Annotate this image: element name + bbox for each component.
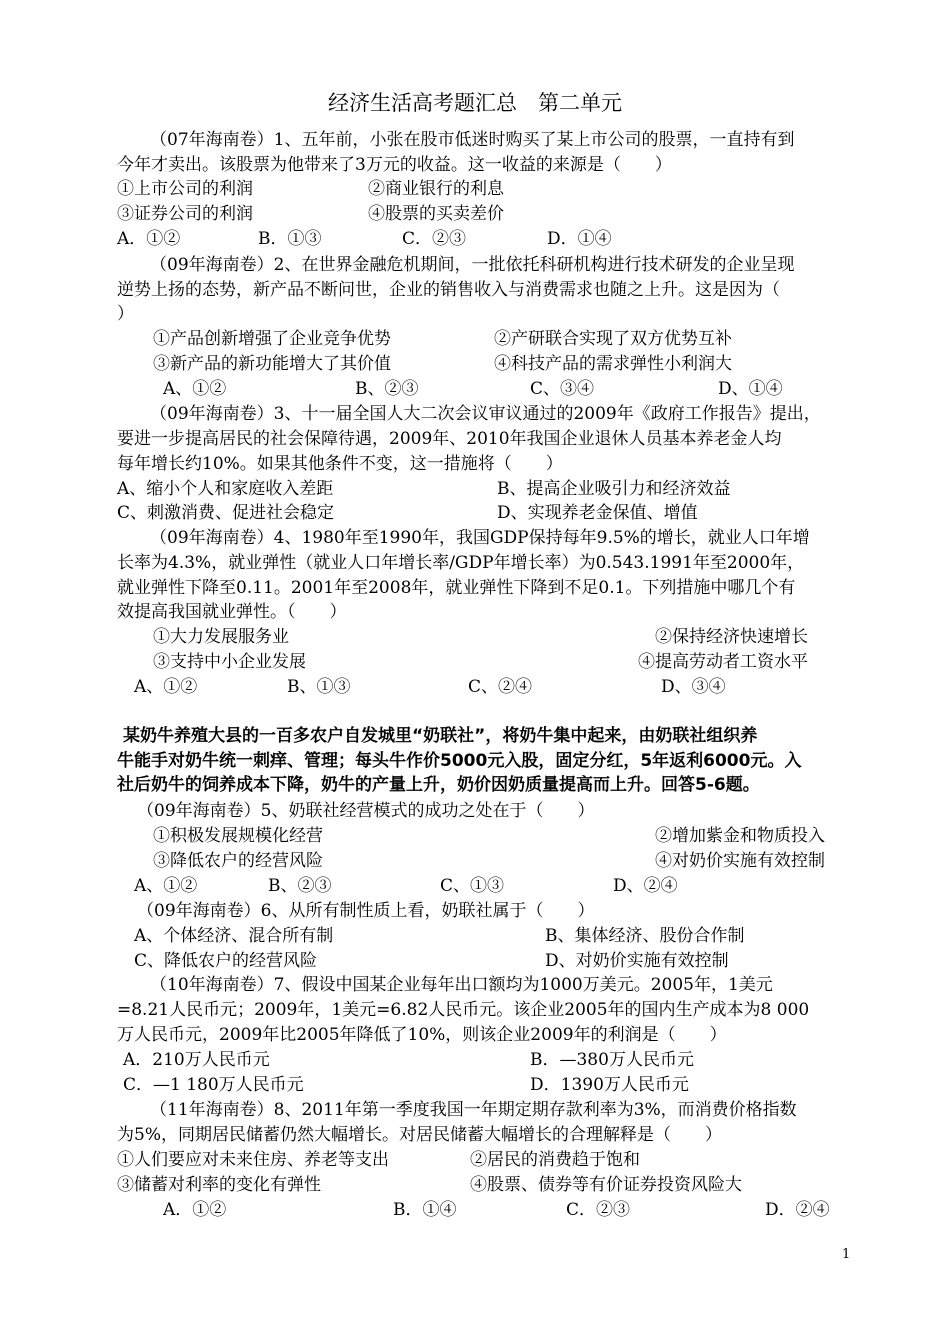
q4-choice-d: D、③④: [661, 677, 726, 697]
q6-choice-a: A、个体经济、混合所有制: [134, 926, 334, 946]
q8-choice-c: C．②③: [566, 1200, 631, 1220]
q8-option-3: ③储蓄对利率的变化有弹性: [117, 1175, 321, 1195]
q8-stem-line-2: 为5%，同期居民储蓄仍然大幅增长。对居民储蓄大幅增长的合理解释是（ ）: [117, 1125, 722, 1145]
q1-option-1: ①上市公司的利润: [117, 179, 253, 199]
q5-option-3: ③降低农户的经营风险: [153, 851, 323, 871]
q7-choice-d: D．1390万人民币元: [530, 1075, 689, 1095]
q1-choice-c: C．②③: [402, 229, 467, 249]
material-line-1: 某奶牛养殖大县的一百多农户自发城里“奶联社”，将奶牛集中起来，由奶联社组织养: [123, 726, 758, 746]
q4-stem-line-4: 效提高我国就业弹性。（ ）: [117, 602, 347, 622]
q2-stem-line-1: （09年海南卷）2、在世界金融危机期间，一批依托科研机构进行技术研发的企业呈现: [150, 255, 795, 275]
q5-choice-b: B、②③: [268, 876, 332, 896]
material-line-3: 社后奶牛的饲养成本下降，奶牛的产量上升，奶价因奶质量提高而上升。回答5-6题。: [117, 775, 760, 795]
q8-choice-d: D．②④: [765, 1200, 830, 1220]
q4-option-2: ②保持经济快速增长: [655, 627, 808, 647]
q2-option-2: ②产研联合实现了双方优势互补: [494, 329, 732, 349]
q2-option-3: ③新产品的新功能增大了其价值: [153, 354, 391, 374]
q1-option-4: ④股票的买卖差价: [368, 204, 504, 224]
q4-stem-line-2: 长率为4.3%，就业弹性（就业人口年增长率/GDP年增长率）为0.543.1991年至2000年，: [117, 553, 805, 573]
q4-stem-line-1: （09年海南卷）4、1980年至1990年，我国GDP保持每年9.5%的增长，就业人口年增: [150, 528, 810, 548]
material-line-2: 牛能手对奶牛统一刺痒、管理；每头牛作价5000元入股，固定分红，5年返利6000元。入: [117, 751, 802, 771]
q8-option-2: ②居民的消费趋于饱和: [470, 1150, 640, 1170]
q2-choice-d: D、①④: [718, 379, 783, 399]
q2-choice-c: C、③④: [530, 379, 595, 399]
q7-choice-b: B．—380万人民币元: [530, 1050, 694, 1070]
q1-choice-b: B．①③: [258, 229, 322, 249]
q3-choice-d: D、实现养老金保值、增值: [497, 503, 698, 523]
q2-option-4: ④科技产品的需求弹性小利润大: [494, 354, 732, 374]
q4-option-3: ③支持中小企业发展: [153, 652, 306, 672]
q7-choice-a: A．210万人民币元: [123, 1050, 270, 1070]
q5-choice-c: C、①③: [440, 876, 505, 896]
q6-choice-b: B、集体经济、股份合作制: [545, 926, 745, 946]
q1-choice-a: A．①②: [117, 229, 181, 249]
q1-option-2: ②商业银行的利息: [368, 179, 504, 199]
q5-stem-line-1: （09年海南卷）5、奶联社经营模式的成功之处在于（ ）: [137, 801, 595, 821]
q5-choice-d: D、②④: [613, 876, 678, 896]
q8-option-4: ④股票、债券等有价证券投资风险大: [470, 1175, 742, 1195]
q6-choice-d: D、对奶价实施有效控制: [545, 951, 729, 971]
q3-choice-c: C、刺激消费、促进社会稳定: [117, 503, 335, 523]
q7-stem-line-1: （10年海南卷）7、假设中国某企业每年出口额均为1000万美元。2005年，1美元: [150, 975, 773, 995]
q7-choice-c: C．—1 180万人民币元: [123, 1075, 304, 1095]
q1-stem-line-1: （07年海南卷）1、五年前，小张在股市低迷时购买了某上市公司的股票，一直持有到: [150, 130, 795, 150]
q4-option-1: ①大力发展服务业: [153, 627, 289, 647]
q6-choice-c: C、降低农户的经营风险: [134, 951, 318, 971]
q4-stem-line-3: 就业弹性下降至0.11。2001年至2008年，就业弹性下降到不足0.1。下列措施中哪几个有: [117, 578, 796, 598]
q1-stem-line-2: 今年才卖出。该股票为他带来了3万元的收益。这一收益的来源是（ ）: [117, 155, 672, 175]
q3-stem-line-3: 每年增长约10%。如果其他条件不变，这一措施将（ ）: [117, 454, 563, 474]
q3-stem-line-1: （09年海南卷）3、十一届全国人大二次会议审议通过的2009年《政府工作报告》提出，: [150, 404, 821, 424]
q3-choice-b: B、提高企业吸引力和经济效益: [497, 479, 731, 499]
q4-choice-b: B、①③: [287, 677, 351, 697]
q5-option-2: ②增加紫金和物质投入: [655, 826, 825, 846]
q2-stem-line-3: ）: [117, 304, 134, 324]
q8-choice-b: B．①④: [393, 1200, 457, 1220]
q5-option-1: ①积极发展规模化经营: [153, 826, 323, 846]
q7-stem-line-3: 万人民币元，2009年比2005年降低了10%，则该企业2009年的利润是（ ）: [117, 1025, 727, 1045]
q8-stem-line-1: （11年海南卷）8、2011年第一季度我国一年期定期存款利率为3%，而消费价格指数: [150, 1100, 797, 1120]
q6-stem-line-1: （09年海南卷）6、从所有制性质上看，奶联社属于（ ）: [137, 901, 595, 921]
q4-option-4: ④提高劳动者工资水平: [638, 652, 808, 672]
q3-stem-line-2: 要进一步提高居民的社会保障待遇，2009年、2010年我国企业退休人员基本养老金人均: [117, 429, 782, 449]
q1-option-3: ③证券公司的利润: [117, 204, 253, 224]
q4-choice-c: C、②④: [468, 677, 533, 697]
q2-choice-b: B、②③: [355, 379, 419, 399]
q2-stem-line-2: 逆势上扬的态势，新产品不断问世，企业的销售收入与消费需求也随之上升。这是因为（: [117, 280, 780, 300]
q8-choice-a: A．①②: [163, 1200, 227, 1220]
q7-stem-line-2: =8.21人民币元；2009年，1美元=6.82人民币元。该企业2005年的国内生产成本为8 000: [117, 1000, 810, 1020]
q2-choice-a: A、①②: [163, 379, 227, 399]
page-number: 1: [842, 1247, 851, 1262]
document-title: 经济生活高考题汇总 第二单元: [328, 91, 622, 115]
q4-choice-a: A、①②: [134, 677, 198, 697]
q1-choice-d: D．①④: [547, 229, 612, 249]
q8-option-1: ①人们要应对未来住房、养老等支出: [117, 1150, 389, 1170]
q2-option-1: ①产品创新增强了企业竞争优势: [153, 329, 391, 349]
q5-option-4: ④对奶价实施有效控制: [655, 851, 825, 871]
q5-choice-a: A、①②: [134, 876, 198, 896]
q3-choice-a: A、缩小个人和家庭收入差距: [117, 479, 334, 499]
